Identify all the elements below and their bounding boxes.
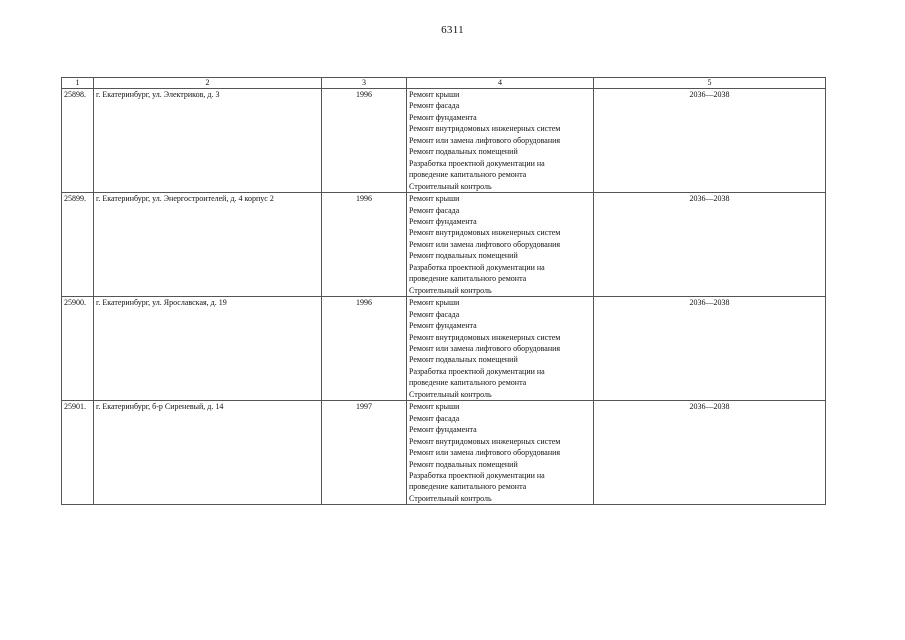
work-item: Ремонт подвальных помещений — [409, 251, 518, 261]
work-item: Ремонт фасада — [409, 413, 460, 423]
works-cell — [407, 193, 594, 297]
work-item: Строительный контроль — [409, 181, 492, 191]
work-item: Ремонт или замена лифтового оборудования — [409, 239, 561, 249]
works-cell — [407, 401, 594, 505]
work-item: Строительный контроль — [409, 285, 492, 295]
year-cell: 1996 — [322, 193, 407, 297]
table-row — [62, 401, 826, 505]
column-number-row — [62, 78, 826, 89]
row-number: 25898. — [62, 89, 94, 193]
row-number: 25901. — [62, 401, 94, 505]
work-item: Разработка проектной документации на — [409, 366, 545, 376]
work-item: проведение капитального ремонта — [409, 482, 527, 492]
work-item: Ремонт подвальных помещений — [409, 459, 518, 469]
column-header-3: 3 — [322, 78, 407, 89]
work-item: Ремонт крыши — [409, 194, 460, 204]
column-header-1: 1 — [62, 78, 94, 89]
period-cell: 2036—2038 — [594, 89, 826, 193]
table-row — [62, 193, 826, 297]
period-cell: 2036—2038 — [594, 193, 826, 297]
work-item: Ремонт фундамента — [409, 112, 477, 122]
address-cell: г. Екатеринбург, ул. Энергостроителей, д. 4 корпус 2 — [94, 193, 322, 297]
work-item: Ремонт внутридомовых инженерных систем — [409, 436, 561, 446]
work-item: Ремонт фасада — [409, 205, 460, 215]
table-row — [62, 297, 826, 401]
work-item: Ремонт внутридомовых инженерных систем — [409, 124, 561, 134]
page-number: 6311 — [441, 24, 464, 36]
row-number: 25900. — [62, 297, 94, 401]
work-item: Строительный контроль — [409, 389, 492, 399]
work-item: Ремонт фасада — [409, 101, 460, 111]
work-item: Ремонт фундамента — [409, 321, 477, 331]
works-cell — [407, 297, 594, 401]
column-header-4: 4 — [407, 78, 594, 89]
address-cell: г. Екатеринбург, ул. Электриков, д. 3 — [94, 89, 322, 193]
work-item: Ремонт крыши — [409, 402, 460, 412]
work-item: Ремонт фундамента — [409, 425, 477, 435]
work-item: Ремонт или замена лифтового оборудования — [409, 343, 561, 353]
work-item: проведение капитального ремонта — [409, 274, 527, 284]
work-item: Ремонт внутридомовых инженерных систем — [409, 228, 561, 238]
year-cell: 1996 — [322, 89, 407, 193]
work-item: Ремонт фундамента — [409, 216, 477, 226]
column-header-5: 5 — [594, 78, 826, 89]
year-cell: 1996 — [322, 297, 407, 401]
work-item: Разработка проектной документации на — [409, 470, 545, 480]
repair-schedule-table — [61, 77, 826, 505]
year-cell: 1997 — [322, 401, 407, 505]
period-cell: 2036—2038 — [594, 297, 826, 401]
table-row — [62, 89, 826, 193]
address-cell: г. Екатеринбург, б-р Сиреневый, д. 14 — [94, 401, 322, 505]
row-number: 25899. — [62, 193, 94, 297]
work-item: Строительный контроль — [409, 493, 492, 503]
work-item: Ремонт подвальных помещений — [409, 147, 518, 157]
work-item: Разработка проектной документации на — [409, 262, 545, 272]
work-item: проведение капитального ремонта — [409, 170, 527, 180]
works-cell — [407, 89, 594, 193]
work-item: Разработка проектной документации на — [409, 158, 545, 168]
work-item: Ремонт или замена лифтового оборудования — [409, 135, 561, 145]
work-item: Ремонт или замена лифтового оборудования — [409, 448, 561, 458]
work-item: Ремонт крыши — [409, 298, 460, 308]
work-item: Ремонт крыши — [409, 90, 460, 99]
work-item: проведение капитального ремонта — [409, 378, 527, 388]
period-cell: 2036—2038 — [594, 401, 826, 505]
work-item: Ремонт внутридомовых инженерных систем — [409, 332, 561, 342]
work-item: Ремонт фасада — [409, 309, 460, 319]
work-item: Ремонт подвальных помещений — [409, 355, 518, 365]
column-header-2: 2 — [94, 78, 322, 89]
address-cell: г. Екатеринбург, ул. Ярославская, д. 19 — [94, 297, 322, 401]
